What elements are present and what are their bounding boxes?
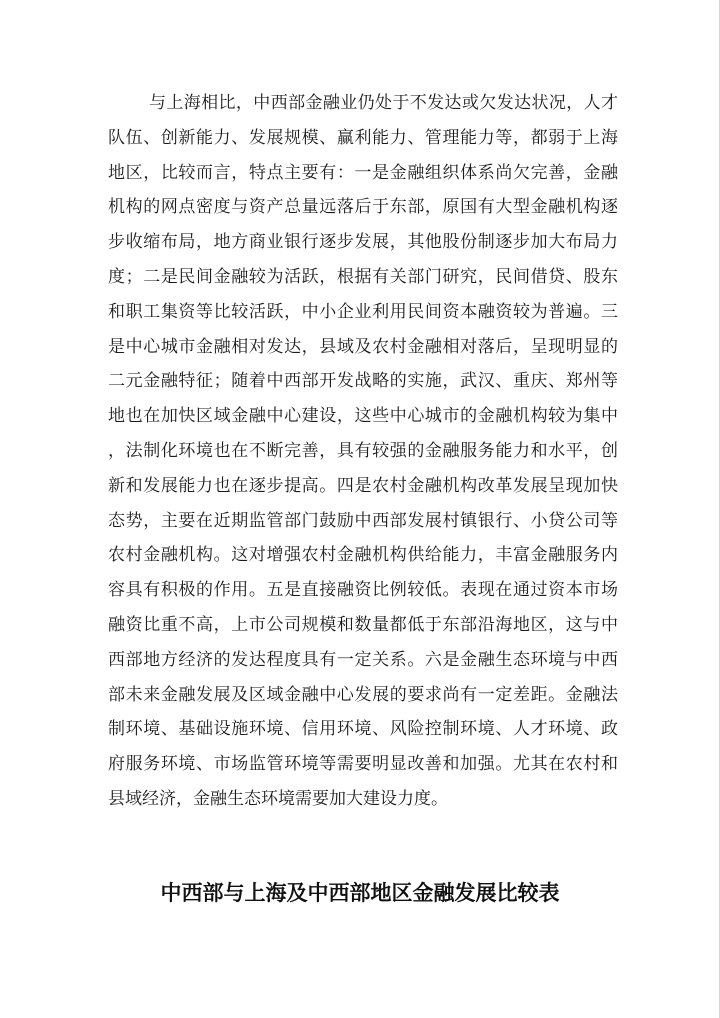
paragraph-line: 二元金融特征；随着中西部开发战略的实施，武汉、重庆、郑州等 (108, 371, 618, 392)
paragraph-line: 度；二是民间金融较为活跃，根据有关部门研究，民间借贷、股东 (108, 266, 618, 287)
paragraph-line: ，法制化环境也在不断完善，具有较强的金融服务能力和水平，创 (108, 440, 618, 461)
paragraph-line: 机构的网点密度与资产总量远落后于东部，原国有大型金融机构逐 (108, 197, 618, 218)
paragraph-line: 制环境、基础设施环境、信用环境、风险控制环境、人才环境、政 (108, 719, 618, 740)
paragraph-line: 与上海相比，中西部金融业仍处于不发达或欠发达状况，人才 (149, 93, 618, 113)
paragraph-line: 新和发展能力也在逐步提高。四是农村金融机构改革发展呈现加快 (108, 475, 618, 496)
paragraph-line: 农村金融机构。这对增强农村金融机构供给能力，丰富金融服务内 (108, 545, 618, 566)
paragraph-line: 部未来金融发展及区域金融中心发展的要求尚有一定差距。金融法 (108, 684, 618, 705)
paragraph-line: 地区，比较而言，特点主要有：一是金融组织体系尚欠完善，金融 (108, 162, 618, 183)
paragraph-line: 县域经济，金融生态环境需要加大建设力度。 (108, 788, 448, 809)
paragraph-line: 态势，主要在近期监管部门鼓励中西部发展村镇银行、小贷公司等 (108, 510, 618, 531)
table-title: 中西部与上海及中西部地区金融发展比较表 (160, 880, 560, 905)
paragraph-line: 府服务环境、市场监管环境等需要明显改善和加强。尤其在农村和 (108, 754, 618, 775)
paragraph-line: 队伍、创新能力、发展规模、赢利能力、管理能力等，都弱于上海 (108, 127, 618, 148)
paragraph-line: 和职工集资等比较活跃，中小企业利用民间资本融资较为普遍。三 (108, 301, 618, 322)
paragraph-line: 西部地方经济的发达程度具有一定关系。六是金融生态环境与中西 (108, 649, 618, 670)
paragraph-line: 融资比重不高，上市公司规模和数量都低于东部沿海地区，这与中 (108, 614, 618, 635)
paragraph-line: 是中心城市金融相对发达，县域及农村金融相对落后，呈现明显的 (108, 336, 618, 357)
paragraph-line: 地也在加快区域金融中心建设，这些中心城市的金融机构较为集中 (108, 406, 618, 427)
paragraph-line: 步收缩布局，地方商业银行逐步发展，其他股份制逐步加大布局力 (108, 232, 618, 253)
body-paragraph (108, 86, 618, 817)
paragraph-line: 容具有积极的作用。五是直接融资比例较低。表现在通过资本市场 (108, 580, 618, 601)
